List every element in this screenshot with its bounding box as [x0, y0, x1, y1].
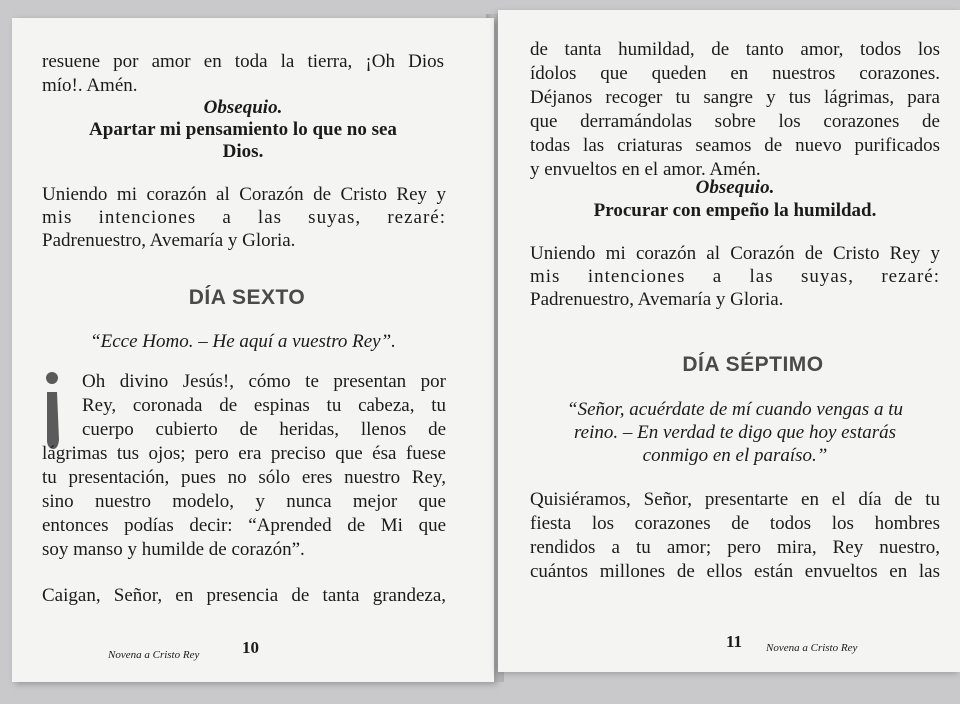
body-line: Oh divino Jesús!, cómo te presentan por — [82, 371, 446, 392]
body-line: cuerpo cubierto de heridas, llenos de — [82, 419, 446, 440]
body-line: Caigan, Señor, en presencia de tanta grandeza, — [42, 585, 446, 606]
text-line: todas las criaturas seamos de nuevo purificados — [530, 135, 940, 156]
left-page — [12, 18, 494, 682]
day-quote: conmigo en el paraíso.” — [642, 445, 828, 466]
obsequio-label: Obsequio. — [695, 177, 775, 198]
uniendo-line: Uniendo mi corazón al Corazón de Cristo Rey y — [42, 184, 446, 205]
day-quote: “Ecce Homo. – He aquí a vuestro Rey”. — [90, 331, 396, 352]
body-line: cuántos millones de ellos están envueltos en las — [530, 561, 940, 582]
text-line: Déjanos recoger tu sangre y tus lágrimas, para — [530, 87, 940, 108]
body-line: entonces podías decir: “Aprended de Mi que — [42, 515, 446, 536]
body-line: sino nuestro modelo, y nunca mejor que — [42, 491, 446, 512]
body-line: Quisiéramos, Señor, presentarte en el día de tu — [530, 489, 940, 510]
day-quote: reino. – En verdad te digo que hoy estarás — [573, 422, 897, 443]
text-line: de tanta humildad, de tanto amor, todos los — [530, 39, 940, 60]
body-line: fiesta los corazones de todos los hombres — [530, 513, 940, 534]
day-heading: DÍA SÉPTIMO — [682, 353, 824, 376]
obsequio-text: Dios. — [222, 141, 264, 162]
obsequio-label: Obsequio. — [203, 97, 283, 118]
text-line: y envueltos en el amor. Amén. — [530, 159, 761, 180]
uniendo-line: Uniendo mi corazón al Corazón de Cristo Rey y — [530, 243, 940, 264]
body-line: Rey, coronada de espinas tu cabeza, tu — [82, 395, 446, 416]
uniendo-line: Padrenuestro, Avemaría y Gloria. — [42, 230, 296, 251]
page-number: 11 — [726, 632, 743, 651]
text-line: ídolos que queden en nuestros corazones. — [530, 63, 940, 84]
footer-title: Novena a Cristo Rey — [108, 649, 200, 661]
obsequio-text: Apartar mi pensamiento lo que no sea — [89, 119, 397, 140]
body-line: soy manso y humilde de corazón”. — [42, 539, 305, 560]
footer-title: Novena a Cristo Rey — [766, 642, 858, 654]
drop-cap-letter-i — [42, 370, 68, 450]
page-number: 10 — [242, 638, 259, 657]
body-line: rendidos a tu amor; pero mira, Rey nuestro, — [530, 537, 940, 558]
body-line: lágrimas tus ojos; pero era preciso que ésa fuese — [42, 443, 446, 464]
obsequio-text: Procurar con empeño la humildad. — [593, 200, 877, 221]
uniendo-line: mis intenciones a las suyas, rezaré: — [530, 266, 940, 287]
text-line: mío!. Amén. — [42, 75, 138, 96]
day-quote: “Señor, acuérdate de mí cuando vengas a tu — [567, 399, 903, 420]
right-page — [498, 10, 960, 672]
body-line: tu presentación, pues no sólo eres nuestro Rey, — [42, 467, 446, 488]
day-heading: DÍA SEXTO — [188, 286, 306, 309]
uniendo-line: mis intenciones a las suyas, rezaré: — [42, 207, 446, 228]
text-line: resuene por amor en toda la tierra, ¡Oh Dios — [42, 51, 444, 72]
text-line: que derramándolas sobre los corazones de — [530, 111, 940, 132]
uniendo-line: Padrenuestro, Avemaría y Gloria. — [530, 289, 784, 310]
